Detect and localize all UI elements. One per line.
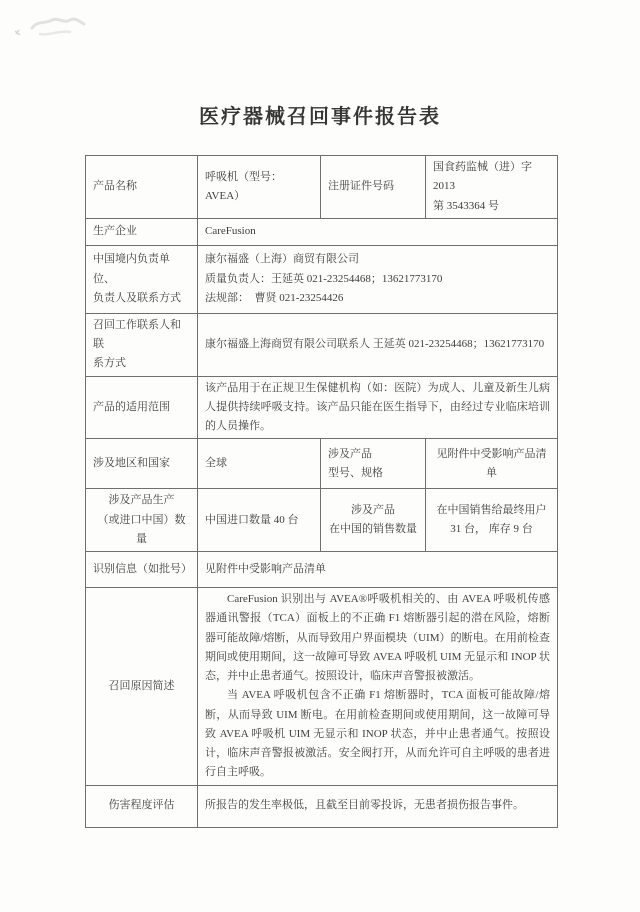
handwriting-smudge-artifact	[10, 10, 120, 50]
document-title: 医疗器械召回事件报告表	[199, 106, 441, 128]
row-product-name	[86, 156, 558, 219]
recall-report-table	[85, 155, 558, 828]
scope-value: 该产品用于在正规卫生保健机构（如：医院）为成人、儿童及新生儿病人提供持续呼吸支持。该产品只能在医生指导下，由经过专业临床培训的人员操作。	[198, 376, 558, 439]
row-recall-reason	[86, 588, 558, 786]
row-recall-contact	[86, 313, 558, 376]
scope-label: 产品的适用范围	[86, 376, 198, 439]
recall-reason-label: 召回原因简述	[86, 588, 198, 786]
row-regions	[86, 439, 558, 489]
recall-reason-paragraph-1: CareFusion 识别出与 AVEA®呼吸机相关的、由 AVEA 呼吸机传感器通讯警报（TCA）面板上的不正确 F1 熔断器引起的潜在风险，熔断器可能故障/熔断，从而导致用户界面模块（UIM）的断电。在用前检查期间或使用期间，这一故障可导致 AVEA 呼吸机 UIM 无显示和 INOP 状态，并中止患者通气。按照设计，临床声音警报被激活。	[205, 593, 550, 682]
product-name-label: 产品名称	[86, 156, 198, 219]
regions-label: 涉及地区和国家	[86, 439, 198, 489]
row-identification	[86, 552, 558, 588]
model-spec-label: 涉及产品 型号、规格	[321, 439, 426, 489]
product-name-value: 呼吸机（型号：AVEA）	[198, 156, 321, 219]
china-sales-label: 涉及产品 在中国的销售数量	[321, 489, 426, 552]
recall-reason-value	[198, 588, 558, 786]
registration-number-label: 注册证件号码	[321, 156, 426, 219]
recall-reason-paragraph-2: 当 AVEA 呼吸机包含不正确 F1 熔断器时，TCA 面板可能故障/熔断，从而导致 UIM 断电。在用前检查期间或使用期间，这一故障可导致 AVEA 呼吸机 UIM 无显示和 INOP 状态，并中止患者通气。按照设计，临床声音警报被激活。安全阀打开，从而允许可自主呼吸的患者进行自主呼吸。	[205, 689, 550, 779]
row-china-responsible-unit	[86, 245, 558, 313]
identification-label: 识别信息（如批号）	[86, 552, 198, 588]
regions-value: 全球	[198, 439, 321, 489]
china-sales-value: 在中国销售给最终用户 31 台， 库存 9 台	[426, 489, 558, 552]
manufacturer-value: CareFusion	[198, 218, 558, 245]
china-unit-label: 中国境内负责单位、 负责人及联系方式	[86, 245, 198, 313]
manufacturer-label: 生产企业	[86, 218, 198, 245]
recall-contact-label: 召回工作联系人和联 系方式	[86, 313, 198, 376]
recall-contact-value: 康尔福盛上海商贸有限公司联系人 王延英 021-23254468；13621773170	[198, 313, 558, 376]
row-scope-of-use	[86, 376, 558, 439]
model-spec-value: 见附件中受影响产品清单	[426, 439, 558, 489]
china-unit-value: 康尔福盛（上海）商贸有限公司 质量负责人：王延英 021-23254468；13621773170 法规部： 曹贤 021-23254426	[198, 245, 558, 313]
import-quantity-value: 中国进口数量 40 台	[198, 489, 321, 552]
row-harm-assessment	[86, 785, 558, 827]
registration-number-value: 国食药监械（进）字 2013 第 3543364 号	[426, 156, 558, 219]
row-manufacturer	[86, 218, 558, 245]
row-quantities	[86, 489, 558, 552]
import-quantity-label: 涉及产品生产 （或进口中国）数量	[86, 489, 198, 552]
identification-value: 见附件中受影响产品清单	[198, 552, 558, 588]
harm-assessment-label: 伤害程度评估	[86, 785, 198, 827]
harm-assessment-value: 所报告的发生率极低，且截至目前零投诉，无患者损伤报告事件。	[198, 785, 558, 827]
